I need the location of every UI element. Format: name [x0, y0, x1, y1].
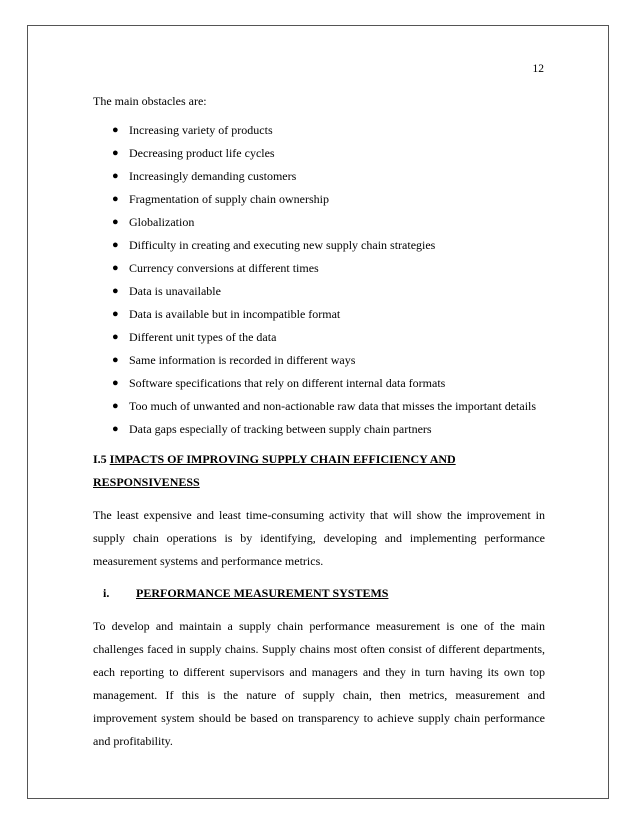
page-number: 12	[532, 63, 544, 75]
list-item	[93, 303, 545, 326]
subsection-heading	[93, 582, 545, 605]
bullet-icon: ●	[112, 262, 119, 274]
section-paragraph: The least expensive and least time-consuming activity that will show the improvement in supply chain operations is by identifying, developing and implementing performance measurement systems and performance metrics.	[93, 508, 545, 568]
list-item-text: Data is available but in incompatible format	[129, 307, 341, 321]
section-number: I.5	[93, 452, 107, 466]
document-body	[93, 90, 545, 762]
list-item	[93, 188, 545, 211]
list-item-text: Different unit types of the data	[129, 330, 277, 344]
bullet-icon: ●	[112, 331, 119, 343]
list-item-text: Globalization	[129, 215, 195, 229]
list-item-text: Increasingly demanding customers	[129, 169, 297, 183]
bullet-icon: ●	[112, 377, 119, 389]
list-item	[93, 165, 545, 188]
bullet-icon: ●	[112, 170, 119, 182]
bullet-icon: ●	[112, 400, 119, 412]
list-item-text: Same information is recorded in different ways	[129, 353, 356, 367]
list-item	[93, 349, 545, 372]
list-item-text: Data gaps especially of tracking between supply chain partners	[129, 422, 432, 436]
list-item-text: Currency conversions at different times	[129, 261, 319, 275]
list-item-text: Too much of unwanted and non-actionable raw data that misses the important details	[129, 399, 537, 413]
subsection-number: i.	[103, 586, 110, 600]
bullet-icon: ●	[112, 124, 119, 136]
list-item-text: Decreasing product life cycles	[129, 146, 275, 160]
list-item	[93, 257, 545, 280]
list-item	[93, 395, 545, 418]
bullet-icon: ●	[112, 308, 119, 320]
obstacles-list	[93, 119, 545, 441]
list-item-text: Fragmentation of supply chain ownership	[129, 192, 329, 206]
list-item-text: Difficulty in creating and executing new supply chain strategies	[129, 238, 436, 252]
bullet-icon: ●	[112, 147, 119, 159]
list-item	[93, 372, 545, 395]
list-item	[93, 142, 545, 165]
list-item	[93, 119, 545, 142]
list-item	[93, 211, 545, 234]
bullet-icon: ●	[112, 423, 119, 435]
section-heading	[93, 448, 545, 494]
list-item	[93, 326, 545, 349]
list-item	[93, 234, 545, 257]
bullet-icon: ●	[112, 239, 119, 251]
bullet-icon: ●	[112, 216, 119, 228]
list-item-text: Data is unavailable	[129, 284, 221, 298]
subsection-paragraph: To develop and maintain a supply chain performance measurement is one of the main challenges faced in supply chains. Supply chains most often consist of different departments, each reporting to different supervisors and managers and they in turn having its own top management. If this is the nature of supply chain, then metrics, measurement and improvement system should be based on transparency to achieve supply chain performance and profitability.	[93, 619, 545, 748]
list-item	[93, 418, 545, 441]
list-item	[93, 280, 545, 303]
obstacles-intro: The main obstacles are:	[93, 94, 207, 108]
list-item-text: Increasing variety of products	[129, 123, 273, 137]
bullet-icon: ●	[112, 193, 119, 205]
section-title: IMPACTS OF IMPROVING SUPPLY CHAIN EFFICIENCY AND RESPONSIVENESS	[93, 452, 456, 489]
bullet-icon: ●	[112, 354, 119, 366]
list-item-text: Software specifications that rely on different internal data formats	[129, 376, 446, 390]
bullet-icon: ●	[112, 285, 119, 297]
subsection-title: PERFORMANCE MEASUREMENT SYSTEMS	[136, 586, 389, 600]
